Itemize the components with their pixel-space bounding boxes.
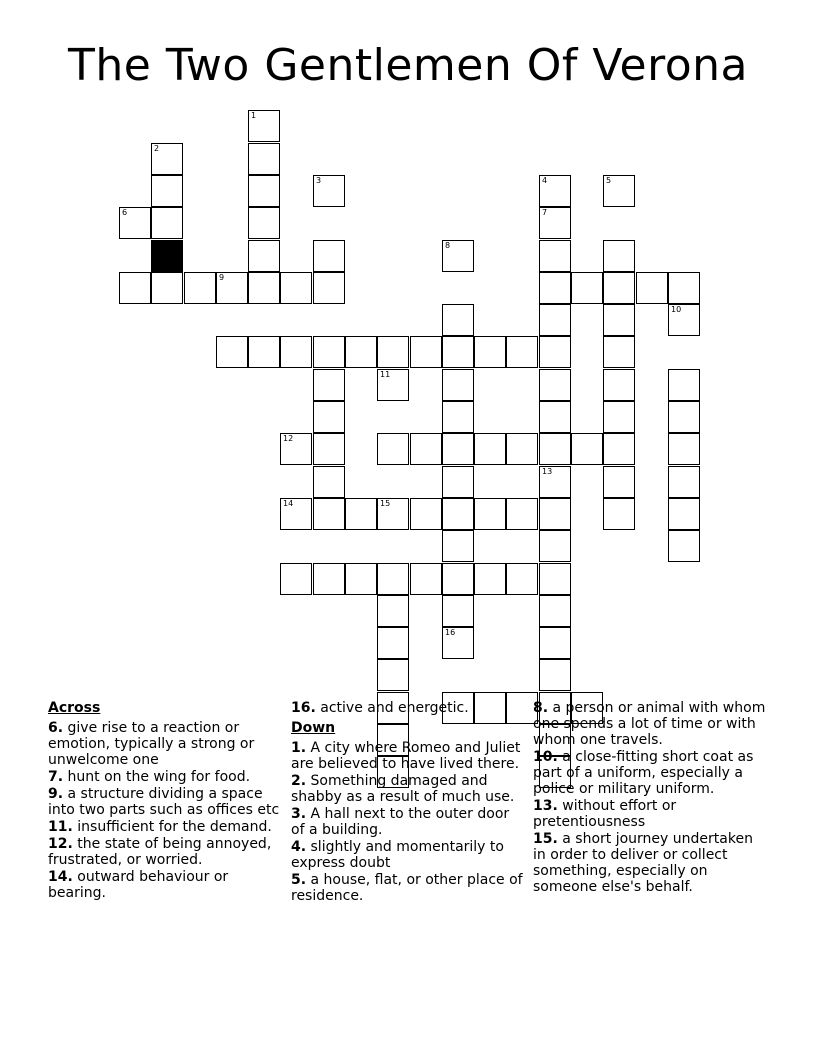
grid-cell[interactable] (248, 175, 280, 207)
down-clue (533, 798, 768, 830)
grid-cell[interactable] (248, 207, 280, 239)
grid-cell[interactable] (539, 530, 571, 562)
down-clue (291, 839, 526, 871)
clue-text: active and energetic. (315, 700, 469, 716)
grid-cell[interactable] (636, 272, 668, 304)
grid-cell[interactable] (313, 240, 345, 272)
grid-cell[interactable] (474, 563, 506, 595)
grid-cell[interactable] (603, 466, 635, 498)
clue-number-label: 3 (316, 176, 322, 185)
grid-cell[interactable] (539, 627, 571, 659)
grid-cell[interactable] (410, 563, 442, 595)
grid-cell[interactable] (539, 272, 571, 304)
clue-number-label: 10 (671, 305, 682, 314)
clue-number-label: 5 (606, 176, 612, 185)
down-clue (291, 773, 526, 805)
grid-cell[interactable] (603, 498, 635, 530)
grid-cell[interactable] (410, 336, 442, 368)
down-clue (291, 740, 526, 772)
grid-cell[interactable] (313, 272, 345, 304)
clue-number: 15. (533, 831, 558, 847)
down-heading: Down (291, 720, 336, 736)
clue-number-label: 12 (283, 434, 294, 443)
clue-number-label: 15 (380, 499, 391, 508)
clue-number: 2. (291, 773, 307, 789)
across-clue (48, 819, 283, 835)
grid-cell[interactable] (377, 563, 409, 595)
grid-cell[interactable] (442, 336, 474, 368)
down-clue (533, 749, 768, 797)
grid-cell[interactable] (377, 336, 409, 368)
clue-number-label: 13 (542, 467, 553, 476)
clue-number: 9. (48, 786, 64, 802)
grid-cell[interactable] (216, 336, 248, 368)
grid-cell[interactable] (119, 207, 151, 239)
grid-cell[interactable] (442, 240, 474, 272)
grid-cell[interactable] (539, 595, 571, 627)
grid-cell[interactable] (539, 401, 571, 433)
clue-number-label: 16 (445, 628, 456, 637)
grid-cell[interactable] (474, 336, 506, 368)
clue-text: hunt on the wing for food. (63, 769, 251, 785)
grid-cell[interactable] (377, 369, 409, 401)
grid-cell[interactable] (539, 498, 571, 530)
clue-text: outward behaviour or bearing. (48, 869, 229, 901)
clue-number-label: 2 (154, 144, 160, 153)
grid-cell[interactable] (539, 207, 571, 239)
clue-column-2 (291, 700, 526, 905)
grid-cell[interactable] (313, 563, 345, 595)
grid-cell[interactable] (571, 272, 603, 304)
clue-text: a structure dividing a space into two parts such as offices etc (48, 786, 280, 818)
grid-cell[interactable] (280, 498, 312, 530)
clue-number: 10. (533, 749, 558, 765)
grid-cell[interactable] (151, 175, 183, 207)
clue-column-3 (533, 700, 768, 896)
grid-cell[interactable] (668, 433, 700, 465)
grid-cell[interactable] (377, 659, 409, 691)
across-clue (48, 836, 283, 868)
grid-cell[interactable] (442, 369, 474, 401)
grid-cell[interactable] (603, 304, 635, 336)
grid-cell[interactable] (539, 304, 571, 336)
grid-cell[interactable] (410, 498, 442, 530)
grid-cell[interactable] (151, 272, 183, 304)
grid-cell[interactable] (442, 304, 474, 336)
grid-block-cell (151, 240, 183, 272)
clue-number-label: 6 (122, 208, 128, 217)
grid-cell[interactable] (603, 336, 635, 368)
clue-number: 4. (291, 839, 307, 855)
grid-cell[interactable] (668, 466, 700, 498)
clue-number-label: 14 (283, 499, 294, 508)
grid-cell[interactable] (248, 272, 280, 304)
clue-text: Something damaged and shabby as a result of much use. (291, 773, 515, 805)
grid-cell[interactable] (410, 433, 442, 465)
grid-cell[interactable] (248, 110, 280, 142)
clue-number: 7. (48, 769, 64, 785)
clue-text: without effort or pretentiousness (533, 798, 677, 830)
grid-cell[interactable] (313, 466, 345, 498)
clue-number: 14. (48, 869, 73, 885)
down-clue (291, 872, 526, 904)
clue-text: the state of being annoyed, frustrated, or worried. (48, 836, 272, 868)
grid-cell[interactable] (603, 272, 635, 304)
grid-cell[interactable] (539, 433, 571, 465)
grid-cell[interactable] (506, 336, 538, 368)
grid-cell[interactable] (571, 433, 603, 465)
clue-text: a house, flat, or other place of residence. (291, 872, 523, 904)
grid-cell[interactable] (539, 336, 571, 368)
grid-cell[interactable] (184, 272, 216, 304)
down-clue (533, 831, 768, 895)
clue-number-label: 8 (445, 241, 451, 250)
grid-cell[interactable] (668, 401, 700, 433)
across-clue (48, 720, 283, 768)
clue-number: 6. (48, 720, 64, 736)
grid-cell[interactable] (248, 336, 280, 368)
clue-number: 1. (291, 740, 307, 756)
grid-cell[interactable] (345, 336, 377, 368)
grid-cell[interactable] (377, 595, 409, 627)
across-clue (48, 869, 283, 901)
grid-cell[interactable] (345, 563, 377, 595)
grid-cell[interactable] (474, 433, 506, 465)
clue-number: 11. (48, 819, 73, 835)
clue-text: insufficient for the demand. (72, 819, 272, 835)
grid-cell[interactable] (668, 304, 700, 336)
grid-cell[interactable] (216, 272, 248, 304)
grid-cell[interactable] (313, 369, 345, 401)
grid-cell[interactable] (603, 240, 635, 272)
grid-cell[interactable] (442, 433, 474, 465)
grid-cell[interactable] (377, 433, 409, 465)
grid-cell[interactable] (442, 466, 474, 498)
grid-cell[interactable] (442, 498, 474, 530)
grid-cell[interactable] (377, 627, 409, 659)
clue-text: A hall next to the outer door of a building. (291, 806, 510, 838)
grid-cell[interactable] (248, 143, 280, 175)
down-clue (291, 806, 526, 838)
clue-text: a close-fitting short coat as part of a uniform, especially a police or military uniform. (533, 749, 754, 797)
across-clue (48, 769, 283, 785)
clue-text: a short journey undertaken in order to deliver or collect something, especially on someone else's behalf. (533, 831, 753, 895)
grid-cell[interactable] (313, 401, 345, 433)
grid-cell[interactable] (280, 433, 312, 465)
grid-cell[interactable] (313, 336, 345, 368)
grid-cell[interactable] (313, 433, 345, 465)
grid-cell[interactable] (506, 498, 538, 530)
grid-cell[interactable] (313, 175, 345, 207)
clue-number-label: 11 (380, 370, 391, 379)
across-clue (291, 700, 526, 716)
grid-cell[interactable] (474, 498, 506, 530)
grid-cell[interactable] (603, 433, 635, 465)
clue-number: 5. (291, 872, 307, 888)
clue-number-label: 4 (542, 176, 548, 185)
grid-cell[interactable] (280, 272, 312, 304)
grid-cell[interactable] (539, 659, 571, 691)
grid-cell[interactable] (668, 272, 700, 304)
grid-cell[interactable] (539, 175, 571, 207)
across-heading: Across (48, 700, 101, 716)
grid-cell[interactable] (668, 530, 700, 562)
grid-cell[interactable] (313, 498, 345, 530)
clue-number: 12. (48, 836, 73, 852)
grid-cell[interactable] (668, 369, 700, 401)
grid-cell[interactable] (442, 595, 474, 627)
down-clue (533, 700, 768, 748)
grid-cell[interactable] (506, 433, 538, 465)
grid-cell[interactable] (248, 240, 280, 272)
clue-number: 8. (533, 700, 549, 716)
clue-text: a person or animal with whom one spends a lot of time or with whom one travels. (533, 700, 766, 748)
clue-number: 13. (533, 798, 558, 814)
puzzle-title: The Two Gentlemen Of Verona (68, 40, 748, 91)
clue-number: 3. (291, 806, 307, 822)
grid-cell[interactable] (280, 336, 312, 368)
grid-cell[interactable] (506, 563, 538, 595)
grid-cell[interactable] (539, 466, 571, 498)
grid-cell[interactable] (345, 498, 377, 530)
grid-cell[interactable] (119, 272, 151, 304)
grid-cell[interactable] (151, 143, 183, 175)
grid-cell[interactable] (151, 207, 183, 239)
grid-cell[interactable] (442, 563, 474, 595)
grid-cell[interactable] (603, 401, 635, 433)
clue-number-label: 7 (542, 208, 548, 217)
clue-column-1 (48, 700, 283, 902)
grid-cell[interactable] (539, 563, 571, 595)
grid-cell[interactable] (442, 627, 474, 659)
clue-number-label: 9 (219, 273, 225, 282)
grid-cell[interactable] (280, 563, 312, 595)
grid-cell[interactable] (603, 369, 635, 401)
grid-cell[interactable] (539, 369, 571, 401)
across-clue (48, 786, 283, 818)
clue-text: slightly and momentarily to express doubt (291, 839, 504, 871)
grid-cell[interactable] (668, 498, 700, 530)
grid-cell[interactable] (539, 240, 571, 272)
grid-cell[interactable] (442, 530, 474, 562)
grid-cell[interactable] (442, 401, 474, 433)
grid-cell[interactable] (377, 498, 409, 530)
clue-text: A city where Romeo and Juliet are believed to have lived there. (291, 740, 521, 772)
clue-text: give rise to a reaction or emotion, typically a strong or unwelcome one (48, 720, 255, 768)
clue-number: 16. (291, 700, 316, 716)
grid-cell[interactable] (603, 175, 635, 207)
clue-number-label: 1 (251, 111, 257, 120)
